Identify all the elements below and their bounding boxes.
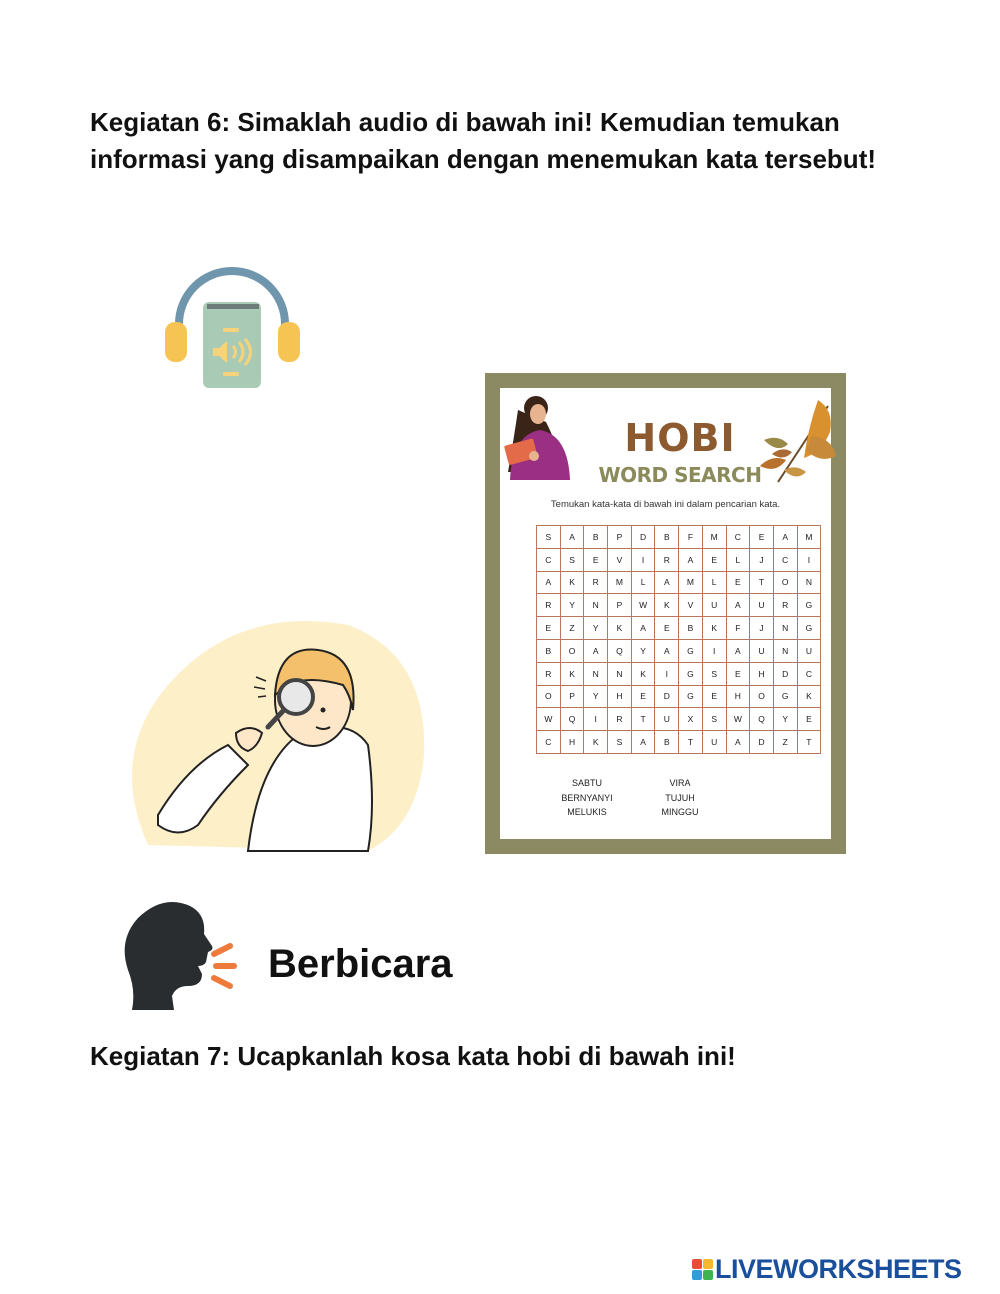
grid-cell[interactable]: B <box>655 731 679 754</box>
grid-row <box>537 639 821 662</box>
word-search-grid[interactable] <box>536 525 821 754</box>
hidden-word: MINGGU <box>661 807 699 817</box>
magnifying-glass-girl-illustration <box>128 615 428 855</box>
speaking-head-icon <box>118 900 238 1012</box>
grid-cell[interactable]: S <box>608 731 632 754</box>
grid-cell[interactable]: Q <box>750 708 774 731</box>
word-search-title: HOBI <box>624 416 736 460</box>
grid-row <box>537 617 821 640</box>
grid-cell[interactable]: N <box>608 662 632 685</box>
grid-cell[interactable]: B <box>655 526 679 549</box>
grid-cell[interactable]: A <box>584 639 608 662</box>
word-search-instruction: Temukan kata-kata di bawah ini dalam pencarian kata. <box>550 499 781 510</box>
grid-cell[interactable]: H <box>750 662 774 685</box>
grid-cell[interactable]: D <box>655 685 679 708</box>
grid-cell[interactable]: S <box>702 662 726 685</box>
grid-cell[interactable]: P <box>560 685 584 708</box>
autumn-leaves-illustration <box>758 396 838 486</box>
grid-cell[interactable]: R <box>537 594 561 617</box>
grid-cell[interactable]: C <box>797 662 821 685</box>
grid-cell[interactable]: M <box>679 571 703 594</box>
liveworksheets-logo[interactable] <box>692 1254 962 1284</box>
grid-cell[interactable]: A <box>631 617 655 640</box>
grid-cell[interactable]: R <box>773 594 797 617</box>
grid-cell[interactable]: H <box>726 685 750 708</box>
grid-cell[interactable]: E <box>726 662 750 685</box>
grid-cell[interactable]: Z <box>773 731 797 754</box>
word-list-right <box>630 776 730 820</box>
grid-cell[interactable]: G <box>773 685 797 708</box>
grid-cell[interactable]: Q <box>608 639 632 662</box>
grid-cell[interactable]: V <box>679 594 703 617</box>
grid-cell[interactable]: C <box>726 526 750 549</box>
grid-cell[interactable]: T <box>797 731 821 754</box>
word-search-card[interactable] <box>485 373 846 854</box>
grid-cell[interactable]: K <box>608 617 632 640</box>
grid-cell[interactable]: G <box>679 639 703 662</box>
hidden-word: VIRA <box>669 778 691 788</box>
hidden-word: BERNYANYI <box>561 792 613 803</box>
grid-cell[interactable]: N <box>773 639 797 662</box>
grid-cell[interactable]: S <box>537 526 561 549</box>
grid-cell[interactable]: L <box>726 548 750 571</box>
grid-cell[interactable]: D <box>631 526 655 549</box>
grid-cell[interactable]: O <box>537 685 561 708</box>
grid-cell[interactable]: R <box>655 548 679 571</box>
grid-cell[interactable]: U <box>750 639 774 662</box>
grid-cell[interactable]: S <box>560 548 584 571</box>
grid-cell[interactable]: N <box>797 571 821 594</box>
grid-cell[interactable]: U <box>655 708 679 731</box>
grid-cell[interactable]: D <box>773 662 797 685</box>
grid-cell[interactable]: A <box>773 526 797 549</box>
grid-row <box>537 571 821 594</box>
grid-cell[interactable]: W <box>631 594 655 617</box>
word-list-left <box>537 776 637 820</box>
hidden-word: TUJUH <box>665 792 695 803</box>
grid-cell[interactable]: P <box>608 526 632 549</box>
grid-cell[interactable]: F <box>679 526 703 549</box>
grid-cell[interactable]: W <box>537 708 561 731</box>
grid-cell[interactable]: E <box>655 617 679 640</box>
grid-cell[interactable]: K <box>702 617 726 640</box>
grid-cell[interactable]: Z <box>560 617 584 640</box>
grid-cell[interactable]: A <box>631 731 655 754</box>
grid-cell[interactable]: B <box>537 639 561 662</box>
grid-row <box>537 548 821 571</box>
grid-cell[interactable]: C <box>773 548 797 571</box>
grid-cell[interactable]: G <box>797 594 821 617</box>
grid-row <box>537 594 821 617</box>
grid-cell[interactable]: H <box>560 731 584 754</box>
grid-cell[interactable]: E <box>797 708 821 731</box>
grid-cell[interactable]: K <box>560 571 584 594</box>
grid-cell[interactable]: G <box>797 617 821 640</box>
grid-cell[interactable]: A <box>726 594 750 617</box>
grid-cell[interactable]: O <box>560 639 584 662</box>
activity-7-instruction: Kegiatan 7: Ucapkanlah kosa kata hobi di bawah ini! <box>90 1041 736 1071</box>
grid-cell[interactable]: R <box>537 662 561 685</box>
grid-cell[interactable]: Y <box>584 685 608 708</box>
grid-cell[interactable]: U <box>702 731 726 754</box>
grid-cell[interactable]: M <box>702 526 726 549</box>
grid-cell[interactable]: A <box>726 639 750 662</box>
grid-cell[interactable]: J <box>750 617 774 640</box>
grid-cell[interactable]: B <box>584 526 608 549</box>
grid-cell[interactable]: E <box>702 548 726 571</box>
grid-cell[interactable]: I <box>702 639 726 662</box>
grid-cell[interactable]: R <box>584 571 608 594</box>
grid-cell[interactable]: F <box>726 617 750 640</box>
grid-cell[interactable]: J <box>750 548 774 571</box>
grid-cell[interactable]: G <box>679 662 703 685</box>
grid-cell[interactable]: D <box>750 731 774 754</box>
grid-cell[interactable]: C <box>537 731 561 754</box>
word-search-sheet <box>500 388 831 839</box>
logo-text: LIVEWORKSHEETS <box>715 1253 962 1284</box>
woman-reading-illustration <box>500 390 575 480</box>
grid-cell[interactable]: T <box>750 571 774 594</box>
grid-cell[interactable]: E <box>537 617 561 640</box>
grid-cell[interactable]: E <box>702 685 726 708</box>
grid-cell[interactable]: I <box>584 708 608 731</box>
grid-row <box>537 662 821 685</box>
grid-cell[interactable]: X <box>679 708 703 731</box>
speaking-section-title: Berbicara <box>268 942 453 986</box>
grid-cell[interactable]: B <box>679 617 703 640</box>
grid-cell[interactable]: V <box>608 548 632 571</box>
grid-row <box>537 708 821 731</box>
grid-cell[interactable]: K <box>584 731 608 754</box>
grid-cell[interactable]: Q <box>560 708 584 731</box>
grid-row <box>537 685 821 708</box>
grid-cell[interactable]: C <box>537 548 561 571</box>
grid-cell[interactable]: A <box>679 548 703 571</box>
grid-cell[interactable]: R <box>608 708 632 731</box>
hidden-word: SABTU <box>571 778 602 788</box>
grid-cell[interactable]: A <box>655 571 679 594</box>
grid-cell[interactable]: A <box>655 639 679 662</box>
grid-cell[interactable]: E <box>584 548 608 571</box>
grid-cell[interactable]: K <box>797 685 821 708</box>
grid-cell[interactable]: I <box>797 548 821 571</box>
grid-cell[interactable]: P <box>608 594 632 617</box>
grid-cell[interactable]: M <box>608 571 632 594</box>
grid-cell[interactable]: U <box>797 639 821 662</box>
grid-cell[interactable]: K <box>560 662 584 685</box>
grid-row <box>537 526 821 549</box>
grid-cell[interactable]: M <box>797 526 821 549</box>
grid-cell[interactable]: N <box>584 594 608 617</box>
grid-cell[interactable]: S <box>702 708 726 731</box>
grid-cell[interactable]: K <box>655 594 679 617</box>
grid-row <box>537 731 821 754</box>
grid-cell[interactable]: Y <box>631 639 655 662</box>
grid-cell[interactable]: N <box>584 662 608 685</box>
grid-cell[interactable]: E <box>750 526 774 549</box>
word-search-subtitle: WORD SEARCH <box>598 463 762 487</box>
grid-cell[interactable]: T <box>679 731 703 754</box>
grid-cell[interactable]: U <box>702 594 726 617</box>
grid-cell[interactable]: Y <box>773 708 797 731</box>
grid-cell[interactable]: A <box>537 571 561 594</box>
hidden-word: MELUKIS <box>567 807 607 817</box>
grid-cell[interactable]: U <box>750 594 774 617</box>
grid-cell[interactable]: A <box>726 731 750 754</box>
grid-cell[interactable]: Y <box>584 617 608 640</box>
grid-cell[interactable]: T <box>631 708 655 731</box>
grid-cell[interactable]: E <box>726 571 750 594</box>
grid-cell[interactable]: L <box>631 571 655 594</box>
grid-cell[interactable]: I <box>655 662 679 685</box>
liveworksheets-logo-icon <box>692 1259 713 1280</box>
grid-cell[interactable]: O <box>750 685 774 708</box>
grid-cell[interactable]: W <box>726 708 750 731</box>
grid-cell[interactable]: I <box>631 548 655 571</box>
grid-cell[interactable]: L <box>702 571 726 594</box>
grid-cell[interactable]: E <box>631 685 655 708</box>
activity-6-instruction: Kegiatan 6: Simaklah audio di bawah ini! Kemudian temukan informasi yang disampaikan dengan menemukan kata tersebut! <box>90 107 877 174</box>
grid-cell[interactable]: O <box>773 571 797 594</box>
grid-cell[interactable]: Y <box>560 594 584 617</box>
grid-cell[interactable]: K <box>631 662 655 685</box>
grid-cell[interactable]: G <box>679 685 703 708</box>
headphones-audio-book-icon[interactable] <box>165 262 300 392</box>
grid-cell[interactable]: N <box>773 617 797 640</box>
grid-cell[interactable]: H <box>608 685 632 708</box>
grid-cell[interactable]: A <box>560 526 584 549</box>
